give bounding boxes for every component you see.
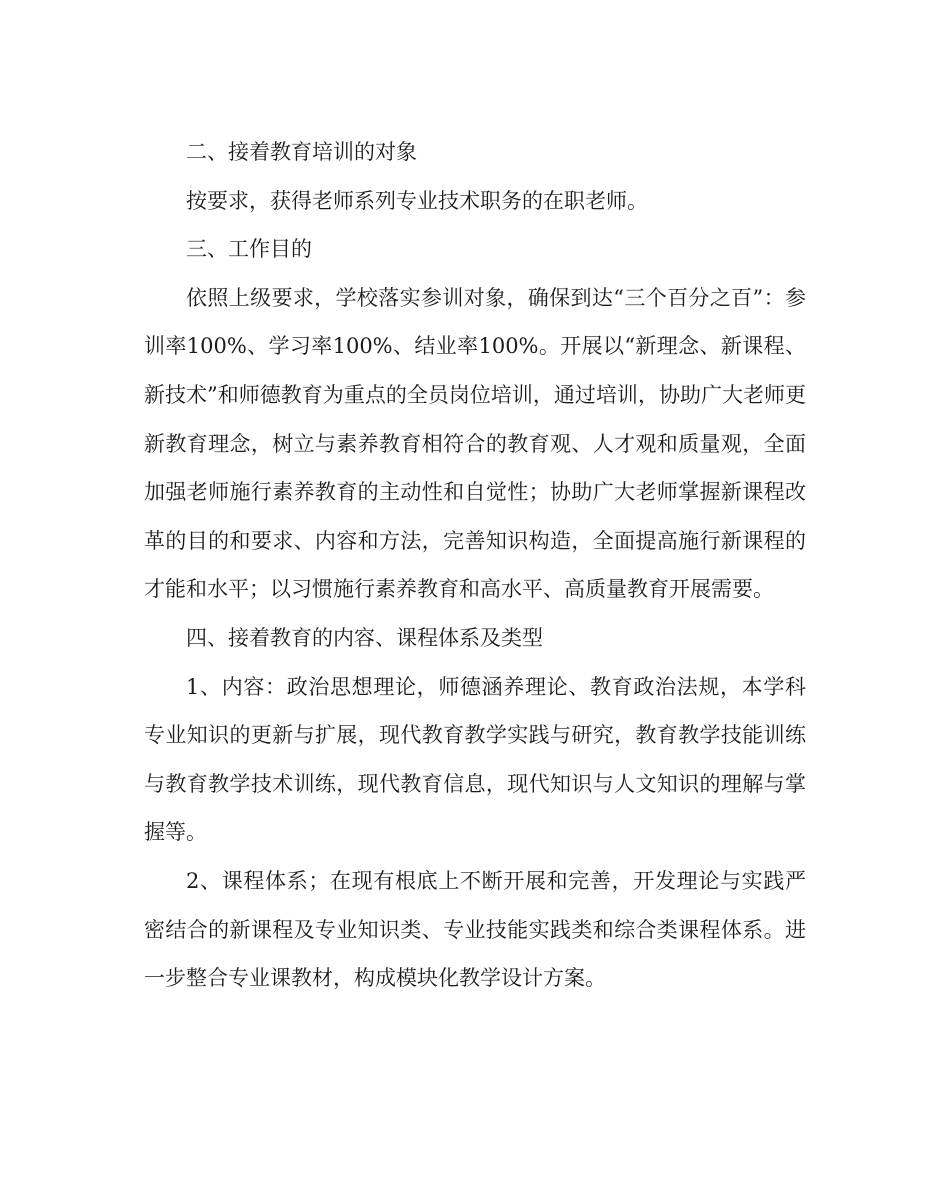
section-heading-4: 四、接着教育的内容、课程体系及类型: [186, 625, 543, 650]
paragraph-target-audience: 按要求，获得老师系列专业技术职务的在职老师。: [186, 188, 648, 213]
paragraph-curriculum-system: 2、课程体系；在现有根底上不断开展和完善，开发理论与实践严密结合的新课程及专业知识类、专业技能实践类和综合类课程体系。进一步整合专业课教材，构成模块化教学设计方案。: [144, 868, 806, 991]
paragraph-content: 1、内容：政治思想理论，师德涵养理论、教育政治法规，本学科专业知识的更新与扩展，现代教育教学实践与研究，教育教学技能训练与教育教学技术训练，现代教育信息，现代知识与人文知识的理解与掌握等。: [144, 674, 806, 845]
section-heading-2: 二、接着教育培训的对象: [186, 140, 417, 164]
paragraph-work-goals: 依照上级要求，学校落实参训对象，确保到达“三个百分之百”：参训率100%、学习率100%、结业率100%。开展以“新理念、新课程、新技术”和师德教育为重点的全员岗位培训，通过培训，协助广大老师更新教育理念，树立与素养教育相符合的教育观、人才观和质量观，全面加强老师施行素养教育的主动性和自觉性；协助广大老师掌握新课程改革的目的和要求、内容和方法，完善知识构造，全面提高施行新课程的才能和水平；以习惯施行素养教育和高水平、高质量教育开展需要。: [144, 285, 806, 602]
section-heading-3: 三、工作目的: [186, 237, 312, 262]
document-body: [144, 128, 806, 1003]
